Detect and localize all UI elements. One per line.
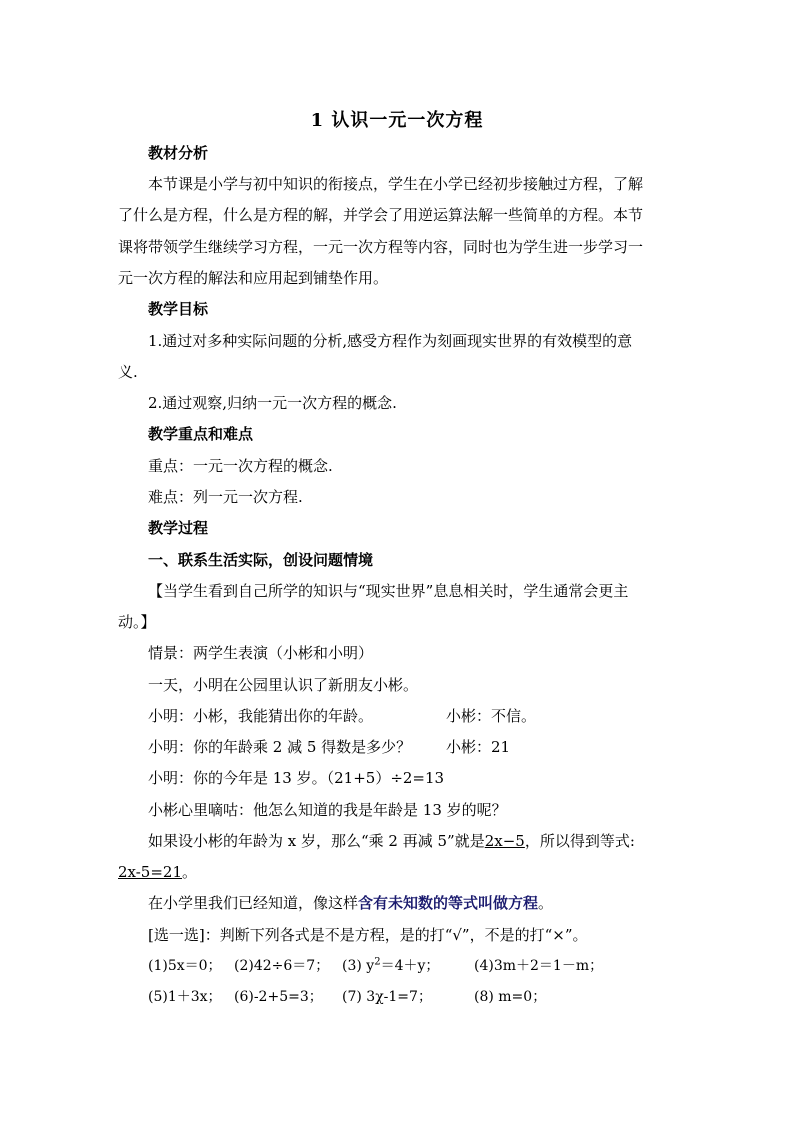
scene-text: 情景：两学生表演（小彬和小明） — [148, 644, 374, 662]
goal-1-line-2: 义. — [118, 363, 138, 381]
definition-post: 。 — [538, 894, 554, 912]
item-3 — [342, 955, 474, 977]
item-3-base: (3) y — [342, 958, 375, 974]
heading-analysis: 教材分析 — [148, 144, 209, 162]
definition-emphasis: 含有未知数的等式叫做方程 — [358, 894, 539, 912]
analysis-line-3: 课将带领学生继续学习方程，一元一次方程等内容，同时也为学生进一步学习一 — [118, 238, 644, 256]
bracket-note-line-1: 【当学生看到自己所学的知识与“现实世界”息息相关时，学生通常会更主 — [148, 582, 629, 600]
analysis-line-2: 了什么是方程，什么是方程的解，并学会了用逆运算法解一些简单的方程。本节 — [118, 206, 644, 224]
story-text: 一天，小明在公园里认识了新朋友小彬。 — [148, 676, 419, 694]
item-4: (4)3m＋2＝1－m； — [474, 958, 604, 974]
analysis-line-4: 元一次方程的解法和应用起到铺垫作用。 — [118, 269, 389, 287]
heading-goals: 教学目标 — [148, 300, 209, 318]
setup-line-2-end: 。 — [182, 863, 198, 881]
dialogue-1 — [148, 705, 688, 727]
item-3-rest: ＝4＋y； — [380, 958, 440, 974]
dialogue-2-bin: 小彬：21 — [446, 738, 511, 756]
heading-key: 教学重点和难点 — [148, 425, 254, 443]
setup-text-post: ，所以得到等式: — [524, 832, 635, 850]
heading-step-1: 一、联系生活实际，创设问题情境 — [148, 551, 374, 569]
exercise-row-1 — [148, 955, 688, 977]
analysis-line-1: 本节课是小学与初中知识的衔接点，学生在小学已经初步接触过方程，了解 — [148, 175, 644, 193]
exercise-prompt: [选一选]：判断下列各式是不是方程，是的打“√”，不是的打“×”。 — [148, 926, 588, 944]
item-2: (2)42÷6＝7； — [234, 958, 330, 974]
definition-pre: 在小学里我们已经知道，像这样 — [148, 894, 359, 912]
setup-line-1 — [148, 830, 688, 852]
dialogue-1-ming: 小明：小彬，我能猜出你的年龄。 — [148, 707, 374, 725]
dialogue-3: 小明：你的今年是 13 岁。（21+5）÷2=13 — [148, 769, 445, 787]
expression-2x-5: 2x−5 — [484, 832, 525, 850]
goal-2: 2.通过观察,归纳一元一次方程的概念. — [148, 394, 397, 412]
dialogue-2 — [148, 736, 688, 758]
definition-line — [148, 892, 688, 914]
item-8: (8) m=0； — [474, 989, 547, 1005]
page-title: 1 认识一元一次方程 — [310, 110, 484, 131]
item-7: (7) 3χ-1=7； — [342, 989, 432, 1005]
dialogue-1-bin: 小彬：不信。 — [446, 707, 537, 725]
exercise-row-2 — [148, 986, 688, 1008]
bracket-note-line-2: 动。】 — [118, 613, 156, 631]
item-1: (1)5x＝0； — [148, 958, 222, 974]
difficulty-point: 难点：列一元一次方程. — [148, 488, 303, 506]
key-point: 重点：一元一次方程的概念. — [148, 457, 333, 475]
dialogue-2-ming: 小明：你的年龄乘 2 减 5 得数是多少？ — [148, 738, 412, 756]
equation-2x-5-21: 2x-5=21 — [118, 863, 183, 881]
setup-line-2 — [118, 861, 688, 883]
dialogue-4: 小彬心里嘀咕：他怎么知道的我是年龄是 13 岁的呢？ — [148, 801, 507, 819]
setup-text-pre: 如果设小彬的年龄为 x 岁，那么“乘 2 再减 5”就是 — [148, 832, 485, 850]
item-5: (5)1＋3x； — [148, 989, 222, 1005]
heading-process: 教学过程 — [148, 519, 209, 537]
item-3-exponent: 2 — [374, 956, 381, 968]
item-6: (6)-2+5=3； — [234, 989, 323, 1005]
goal-1-line-1: 1.通过对多种实际问题的分析,感受方程作为刻画现实世界的有效模型的意 — [148, 332, 633, 350]
